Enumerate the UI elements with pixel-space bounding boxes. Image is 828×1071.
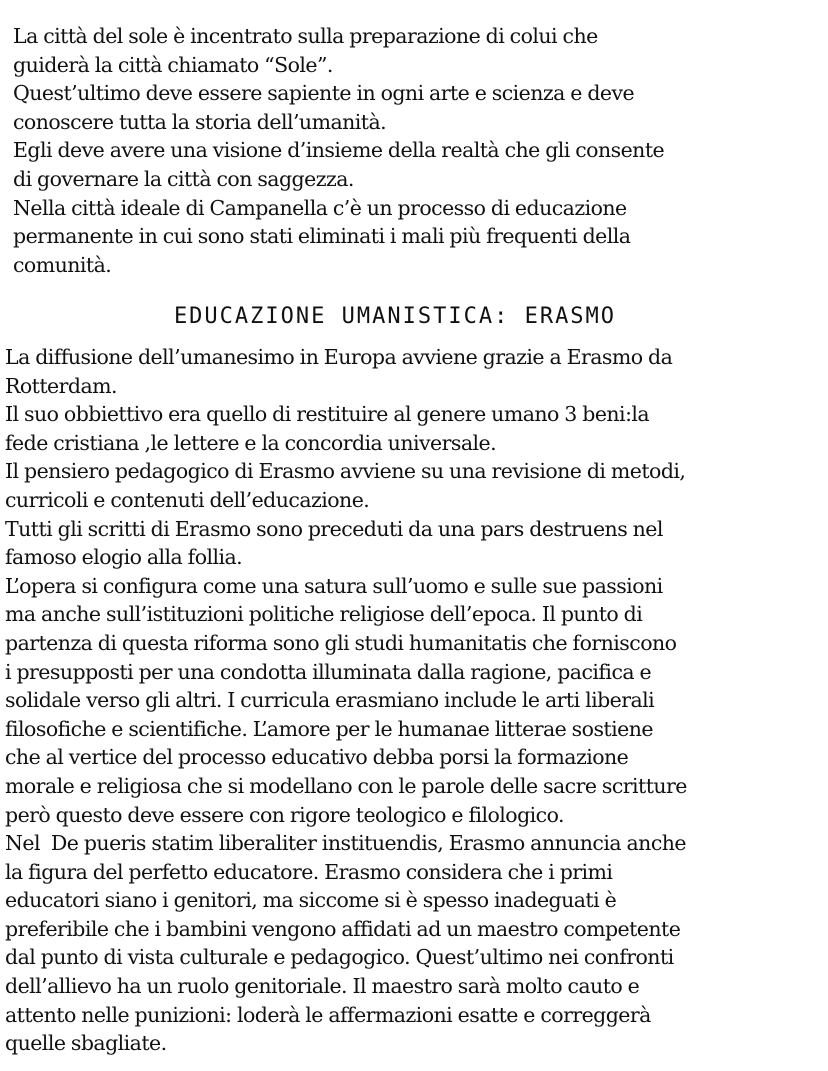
- text-line: conoscere tutta la storia dell’umanità.: [13, 109, 387, 134]
- text-line: morale e religiosa che si modellano con le parole delle sacre scritture: [5, 773, 687, 798]
- text-line: la figura del perfetto educatore. Erasmo considera che i primi: [5, 859, 613, 884]
- intro-paragraph: [13, 22, 823, 279]
- text-line: Il suo obbiettivo era quello di restituire al genere umano 3 beni:la: [5, 402, 650, 427]
- text-line: Tutti gli scritti di Erasmo sono preceduti da una pars destruens nel: [5, 516, 663, 541]
- text-line: preferibile che i bambini vengono affidati ad un maestro competente: [5, 916, 681, 941]
- text-line: La diffusione dell’umanesimo in Europa avviene grazie a Erasmo da: [5, 345, 673, 369]
- text-line: partenza di questa riforma sono gli studi humanitatis che forniscono: [5, 630, 677, 655]
- text-line: dal punto di vista culturale e pedagogico. Quest’ultimo nei confronti: [5, 945, 674, 970]
- text-line: dell’allievo ha un ruolo genitoriale. Il maestro sarà molto cauto e: [5, 974, 640, 999]
- text-line: comunità.: [13, 252, 112, 277]
- text-line: che al vertice del processo educativo debba porsi la formazione: [5, 745, 629, 770]
- text-line: Nella città ideale di Campanella c’è un processo di educazione: [13, 195, 627, 220]
- text-line: La città del sole è incentrato sulla preparazione di colui che: [13, 24, 598, 48]
- text-line: quelle sbagliate.: [5, 1031, 167, 1056]
- text-line: L’opera si configura come una satura sull’uomo e sulle sue passioni: [5, 573, 663, 598]
- text-line: Quest’ultimo deve essere sapiente in ogni arte e scienza e deve: [13, 81, 635, 106]
- text-line: Rotterdam.: [5, 373, 117, 398]
- text-line: Nel De pueris statim liberaliter instituendis, Erasmo annuncia anche: [5, 831, 686, 856]
- text-line: educatori siano i genitori, ma siccome si è spesso inadeguati è: [5, 888, 617, 913]
- text-line: attento nelle punizioni: loderà le affermazioni esatte e correggerà: [5, 1002, 651, 1027]
- text-line: ma anche sull’istituzioni politiche religiose dell’epoca. Il punto di: [5, 602, 643, 627]
- text-line: guiderà la città chiamato “Sole”.: [13, 52, 333, 77]
- text-line: filosofiche e scientifiche. L’amore per le humanae litterae sostiene: [5, 716, 653, 741]
- text-line: Egli deve avere una visione d’insieme della realtà che gli consente: [13, 138, 665, 163]
- text-line: però questo deve essere con rigore teologico e filologico.: [5, 802, 565, 827]
- text-line: famoso elogio alla follia.: [5, 545, 243, 570]
- text-line: Il pensiero pedagogico di Erasmo avviene su una revisione di metodi,: [5, 459, 686, 484]
- section-heading: EDUCAZIONE UMANISTICA: ERASMO: [173, 304, 617, 329]
- text-line: i presupposti per una condotta illuminata dalla ragione, pacifica e: [5, 659, 652, 684]
- erasmo-paragraph: [5, 343, 825, 1058]
- text-line: fede cristiana ,le lettere e la concordia universale.: [5, 430, 497, 455]
- text-line: solidale verso gli altri. I curricula erasmiano include le arti liberali: [5, 688, 655, 713]
- text-line: curricoli e contenuti dell’educazione.: [5, 487, 370, 512]
- text-line: di governare la città con saggezza.: [13, 166, 354, 191]
- text-line: permanente in cui sono stati eliminati i mali più frequenti della: [13, 224, 631, 249]
